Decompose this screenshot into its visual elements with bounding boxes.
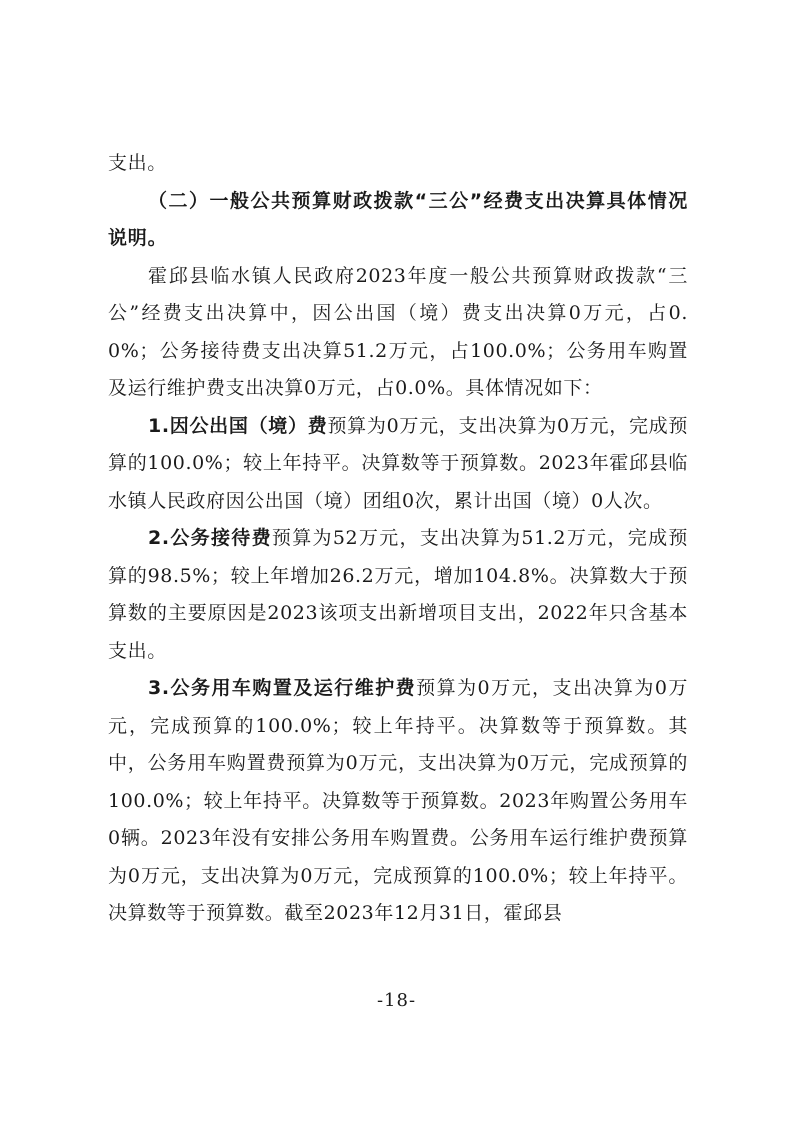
- item-text-3: 预算为0万元，支出决算为0万元，完成预算的100.0%；较上年持平。决算数等于预算数。其中，公务用车购置费预算为0万元，支出决算为0万元，完成预算的100.0%；较上年持平。决算数等于预算数。2023年购置公务用车0辆。2023年没有安排公务用车购置费。公务用车运行维护费预算为0万元，支出决算为0万元，完成预算的100.0%；较上年持平。决算数等于预算数。截至2023年12月31日，霍邱县: [108, 677, 689, 924]
- item-paragraph-2: [108, 520, 688, 670]
- item-paragraph-3: [108, 670, 688, 933]
- intro-paragraph: 霍邱县临水镇人民政府2023年度一般公共预算财政拨款“三公”经费支出决算中，因公出国（境）费支出决算0万元，占0.0%；公务接待费支出决算51.2万元，占100.0%；公务用车购置及运行维护费支出决算0万元，占0.0%。具体情况如下：: [108, 264, 688, 399]
- page-number: -18-: [376, 990, 417, 1011]
- item-text-1: 预算为0万元，支出决算为0万元，完成预算的100.0%；较上年持平。决算数等于预算数。2023年霍邱县临水镇人民政府因公出国（境）团组0次，累计出国（境）0人次。: [108, 414, 688, 512]
- item-title-1: 1.因公出国（境）费: [148, 414, 328, 437]
- section-heading: （二）一般公共预算财政拨款“三公”经费支出决算具体情况说明。: [108, 189, 688, 249]
- item-text-2: 预算为52万元，支出决算为51.2万元，完成预算的98.5%；较上年增加26.2万元，增加104.8%。决算数大于预算数的主要原因是2023该项支出新增项目支出，2022年只含基本支出。: [108, 527, 688, 662]
- item-title-2: 2.公务接待费: [148, 527, 272, 549]
- document-body: [108, 145, 688, 933]
- item-title-3: 3.公务用车购置及运行维护费: [148, 677, 417, 699]
- continuation-text: 支出。: [108, 152, 167, 174]
- item-paragraph-1: [108, 408, 688, 521]
